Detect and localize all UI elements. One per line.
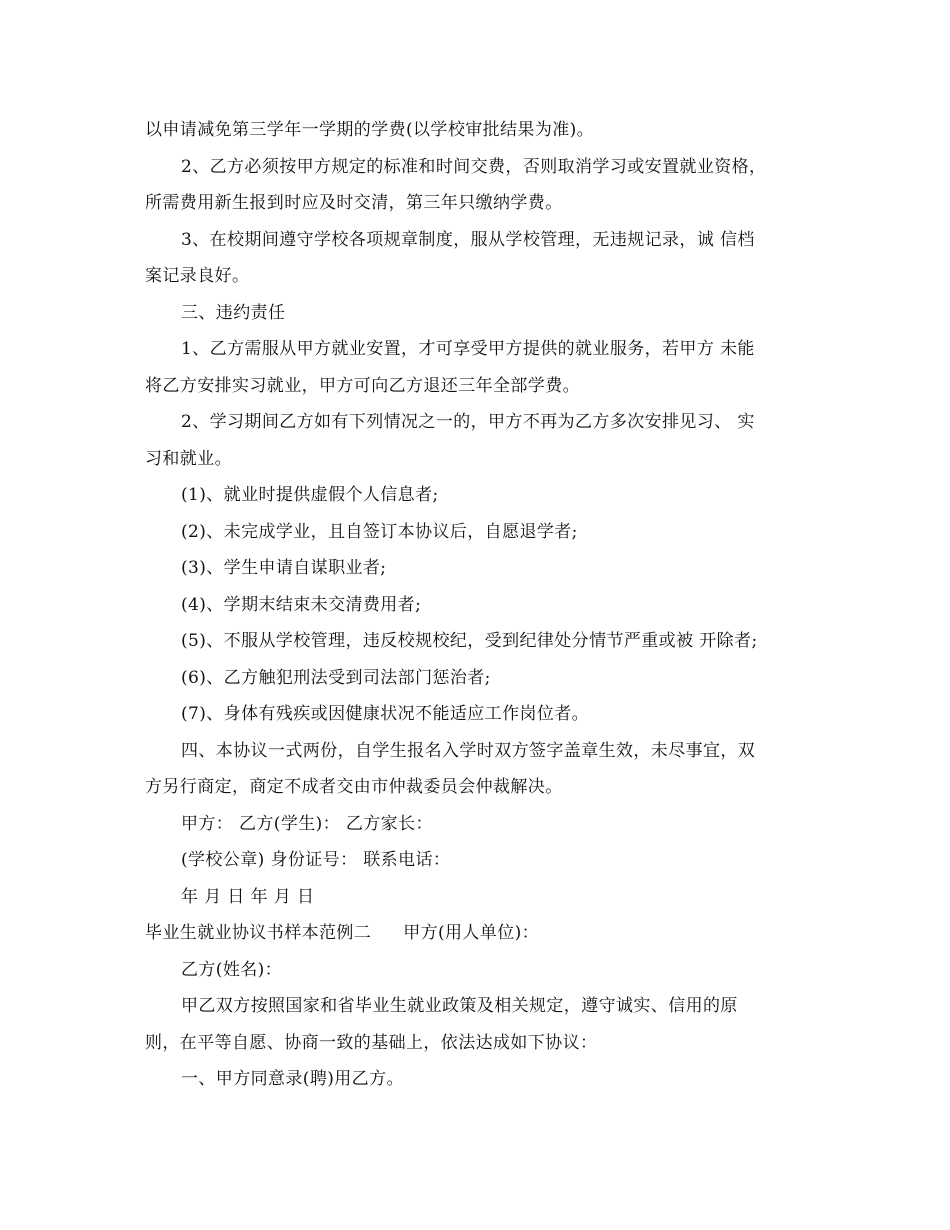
text-line: 2、乙方必须按甲方规定的标准和时间交费，否则取消学习或安置就业资格， <box>181 156 767 177</box>
sample-heading-line <box>145 915 805 952</box>
sample-title: 毕业生就业协议书样本范例二 <box>145 923 372 943</box>
text-line: 年 月 日 年 月 日 <box>181 886 315 907</box>
text-line: 四、本协议一式两份，自学生报名入学时双方签字盖章生效，未尽事宜，双 <box>181 740 756 761</box>
text-line: 将乙方安排实习就业，甲方可向乙方退还三年全部学费。 <box>145 375 580 396</box>
text-line: 方另行商定，商定不成者交由市仲裁委员会仲裁解决。 <box>145 777 563 797</box>
text-line: 则，在平等自愿、协商一致的基础上，依法达成如下协议： <box>145 1032 598 1053</box>
text-line: (3)、学生申请自谋职业者; <box>181 558 387 578</box>
text-line: 甲乙双方按照国家和省毕业生就业政策及相关规定，遵守诚实、信用的原 <box>181 996 738 1016</box>
text-line: 3、在校期间遵守学校各项规章制度，服从学校管理，无违规记录，诚 信档 <box>181 229 755 250</box>
text-line: (学校公章) 身份证号： 联系电话： <box>181 850 451 870</box>
document-body <box>145 112 805 1098</box>
text-line: (5)、不服从学校管理，违反校规校纪，受到纪律处分情节严重或被 开除者; <box>181 631 758 651</box>
sample-party-a: 甲方(用人单位)： <box>403 923 540 943</box>
text-line: (7)、身体有残疾或因健康状况不能适应工作岗位者。 <box>181 704 590 724</box>
text-line: 以申请减免第三学年一学期的学费(以学校审批结果为准)。 <box>145 120 595 140</box>
text-line: (1)、就业时提供虚假个人信息者; <box>181 485 439 505</box>
text-line: 三、违约责任 <box>181 302 286 323</box>
text-line: 甲方： 乙方(学生)： 乙方家长： <box>181 813 433 834</box>
text-line: (4)、学期末结束未交清费用者; <box>181 594 422 615</box>
text-line: 2、学习期间乙方如有下列情况之一的，甲方不再为乙方多次安排见习、 实 <box>181 412 755 432</box>
text-line: 一、甲方同意录(聘)用乙方。 <box>181 1069 404 1089</box>
text-line: (6)、乙方触犯刑法受到司法部门惩治者; <box>181 667 491 688</box>
text-line: (2)、未完成学业，且自签订本协议后，自愿退学者; <box>181 521 578 542</box>
text-block-agreement-terms <box>145 112 805 915</box>
text-block-sample-agreement <box>145 952 805 1098</box>
text-line: 案记录良好。 <box>145 266 250 286</box>
text-line: 习和就业。 <box>145 448 232 469</box>
text-line: 乙方(姓名)： <box>181 959 283 980</box>
text-line: 所需费用新生报到时应及时交清，第三年只缴纳学费。 <box>145 193 563 213</box>
text-line: 1、乙方需服从甲方就业安置，才可享受甲方提供的就业服务，若甲方 未能 <box>181 339 755 359</box>
